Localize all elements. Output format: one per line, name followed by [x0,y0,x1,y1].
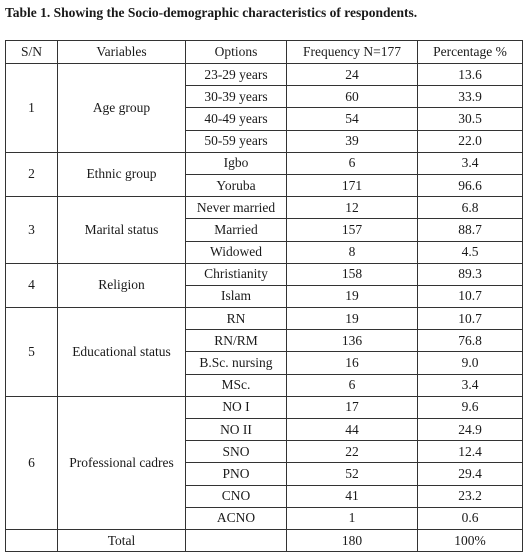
option-cell: 23-29 years [186,64,287,86]
frequency-cell: 24 [287,64,418,86]
frequency-cell: 157 [287,219,418,241]
percentage-cell: 24.9 [418,419,523,441]
group-variable: Marital status [58,197,186,264]
frequency-cell: 136 [287,330,418,352]
total-row [6,529,523,551]
option-cell: ACNO [186,507,287,529]
percentage-cell: 9.6 [418,396,523,418]
header-frequency: Frequency N=177 [287,41,418,64]
percentage-cell: 10.7 [418,308,523,330]
frequency-cell: 17 [287,396,418,418]
option-cell: Never married [186,197,287,219]
frequency-cell: 44 [287,419,418,441]
frequency-cell: 60 [287,86,418,108]
frequency-cell: 1 [287,507,418,529]
header-percentage: Percentage % [418,41,523,64]
option-cell: B.Sc. nursing [186,352,287,374]
percentage-cell: 0.6 [418,507,523,529]
option-cell: RN [186,308,287,330]
frequency-cell: 19 [287,308,418,330]
table-row [6,396,523,418]
percentage-cell: 33.9 [418,86,523,108]
option-cell: Christianity [186,263,287,285]
table-row [6,263,523,285]
frequency-cell: 6 [287,374,418,396]
frequency-cell: 6 [287,152,418,174]
option-cell: Widowed [186,241,287,263]
option-cell: 50-59 years [186,130,287,152]
table-caption: Table 1. Showing the Socio-demographic characteristics of respondents. [5,5,418,20]
group-sn: 1 [6,64,58,153]
percentage-cell: 96.6 [418,174,523,196]
table-body [6,64,523,530]
option-cell: 30-39 years [186,86,287,108]
percentage-cell: 76.8 [418,330,523,352]
group-variable: Ethnic group [58,152,186,196]
total-label: Total [58,529,186,551]
total-options-cell [186,529,287,551]
frequency-cell: 171 [287,174,418,196]
percentage-cell: 88.7 [418,219,523,241]
percentage-cell: 30.5 [418,108,523,130]
option-cell: SNO [186,441,287,463]
total-percentage: 100% [418,529,523,551]
percentage-cell: 13.6 [418,64,523,86]
table-row [6,197,523,219]
option-cell: Yoruba [186,174,287,196]
percentage-cell: 89.3 [418,263,523,285]
frequency-cell: 16 [287,352,418,374]
option-cell: PNO [186,463,287,485]
option-cell: MSc. [186,374,287,396]
group-sn: 2 [6,152,58,196]
frequency-cell: 54 [287,108,418,130]
group-variable: Educational status [58,308,186,397]
frequency-cell: 39 [287,130,418,152]
group-variable: Age group [58,64,186,153]
percentage-cell: 3.4 [418,374,523,396]
table-row [6,64,523,86]
group-sn: 4 [6,263,58,307]
percentage-cell: 9.0 [418,352,523,374]
header-variables: Variables [58,41,186,64]
frequency-cell: 19 [287,285,418,307]
group-variable: Religion [58,263,186,307]
total-frequency: 180 [287,529,418,551]
percentage-cell: 6.8 [418,197,523,219]
frequency-cell: 158 [287,263,418,285]
group-sn: 5 [6,308,58,397]
header-row [6,41,523,64]
frequency-cell: 22 [287,441,418,463]
group-variable: Professional cadres [58,396,186,529]
percentage-cell: 10.7 [418,285,523,307]
percentage-cell: 23.2 [418,485,523,507]
option-cell: Married [186,219,287,241]
option-cell: Islam [186,285,287,307]
frequency-cell: 8 [287,241,418,263]
percentage-cell: 29.4 [418,463,523,485]
table-row [6,308,523,330]
header-sn: S/N [6,41,58,64]
percentage-cell: 22.0 [418,130,523,152]
frequency-cell: 12 [287,197,418,219]
demographics-table [5,40,523,552]
option-cell: NO I [186,396,287,418]
group-sn: 6 [6,396,58,529]
table-row [6,152,523,174]
percentage-cell: 3.4 [418,152,523,174]
option-cell: Igbo [186,152,287,174]
option-cell: RN/RM [186,330,287,352]
total-sn-cell [6,529,58,551]
option-cell: NO II [186,419,287,441]
percentage-cell: 4.5 [418,241,523,263]
frequency-cell: 41 [287,485,418,507]
option-cell: CNO [186,485,287,507]
header-options: Options [186,41,287,64]
option-cell: 40-49 years [186,108,287,130]
group-sn: 3 [6,197,58,264]
percentage-cell: 12.4 [418,441,523,463]
frequency-cell: 52 [287,463,418,485]
